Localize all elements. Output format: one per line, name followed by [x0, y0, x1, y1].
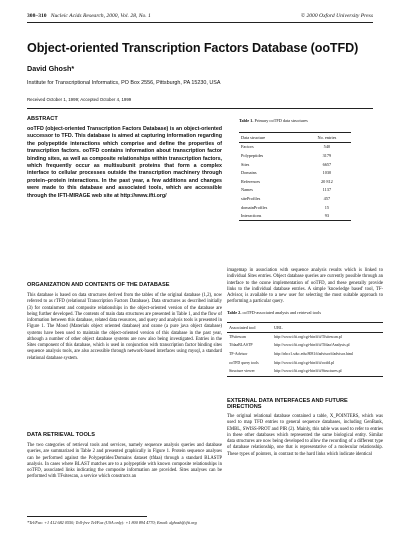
- table1-header-row: [239, 133, 351, 143]
- table-cell: Polypeptides: [241, 152, 264, 158]
- table-cell: 20 812: [320, 178, 333, 184]
- table-row: [227, 341, 383, 350]
- journal-citation: Nucleic Acids Research, 2000, Vol. 28, No. 1: [50, 13, 151, 19]
- table-cell: http://www.ifti.org/cgi-bin/ifti/ootfd.pl: [273, 360, 335, 365]
- right-column-text: imagemap in association with sequence analysis results which is linked to individual Sites entries. Object database queries are currently possible through an interface to the ozone implementation of ooTFD, and these generally provide links to the individual database entries. A simple 'knowledge based' tool, TF-Advisor, is available to a new user for selecting the most suitable approach to performing a particular query.: [227, 268, 383, 305]
- table-cell: 93: [324, 213, 330, 219]
- table-row: [239, 177, 351, 186]
- section-retrieval: [27, 432, 222, 481]
- table2-header-row: [227, 323, 383, 333]
- right-column-continuation: [227, 268, 383, 306]
- table-row: [227, 358, 383, 367]
- table-row: [239, 194, 351, 203]
- table-cell: Names: [241, 187, 253, 193]
- table-cell: Structure viewer: [229, 369, 255, 374]
- table-cell: 1030: [322, 170, 332, 176]
- table-row: [239, 203, 351, 212]
- table-cell: 3179: [322, 152, 332, 158]
- table-cell: TfdaaBLASTP: [229, 343, 253, 348]
- title-rule: [27, 108, 373, 109]
- table-cell: 457: [323, 195, 331, 201]
- table-cell: Sites: [241, 161, 250, 167]
- abstract-heading: ABSTRACT: [27, 116, 58, 122]
- table-row: [239, 168, 351, 177]
- table-cell: TFsitescan: [229, 334, 246, 339]
- page-range: 308–310: [27, 13, 47, 19]
- table-analysis-tools: [227, 322, 383, 377]
- table1-caption-text: Primary ooTFD data structures: [254, 118, 308, 123]
- table-cell: TF-Advisor: [229, 352, 248, 357]
- table-row: [239, 151, 351, 160]
- table1-label: Table 1.: [239, 118, 254, 123]
- table1-column-header: Data structure: [239, 133, 303, 143]
- table-cell: siteProfiles: [241, 195, 261, 201]
- table-row: [239, 186, 351, 195]
- section-heading-external: EXTERNAL DATA INTERFACES AND FUTURE DIRECTIONS: [227, 398, 348, 410]
- section-body-organization: This database is based on data structures derived from the tables of the original database (1,2), now referred to as rTFD (relational Transcription Factors Database). Data structures as described initially (3) for containment and composite relationships in the object-oriented version of the database are being further developed. The contents of main data structures are presented in Table 1, and the flow of information between this database, related data resources, and query and analysis tools is presented in Figure 1. The Mood (Materials object oriented database) and ozone (a pure java object database) systems have been used to maintain the object-oriented version of this database in the past year, although a number of other object database systems are now also being investigated. Entries in the Sites component of this database, which is used in conjunction with transcription factor binding sites sequence analysis tools, are also accessible through network-based interfaces using mysql, a standard relational database system.: [27, 293, 222, 361]
- table-cell: 540: [323, 144, 331, 150]
- author-name: David Ghosh*: [27, 64, 75, 73]
- header-rule: [27, 22, 373, 23]
- table1-column-header: No. entries: [303, 133, 351, 143]
- table-cell: ooTFD query tools: [229, 360, 259, 365]
- table-cell: Interactions: [241, 213, 262, 219]
- section-heading-organization: ORGANIZATION AND CONTENTS OF THE DATABASE: [27, 282, 170, 288]
- table2-label: Table 2.: [227, 310, 242, 315]
- received-dates: Received October 1, 1999; Accepted October 4, 1999: [27, 97, 132, 102]
- table-cell: http://www.ifti.org/cgi-bin/ifti/Tfdaa/Analysis.pl: [273, 343, 350, 348]
- table-row: [227, 332, 383, 341]
- article-title: Object-oriented Transcription Factors Database (ooTFD): [27, 41, 359, 55]
- table-row: [227, 350, 383, 359]
- table-cell: domainProfiles: [241, 204, 268, 210]
- table-row: [239, 142, 351, 151]
- table-cell: Factors: [241, 144, 254, 150]
- section-external: [227, 398, 383, 458]
- table-cell: 6657: [322, 161, 332, 167]
- table-primary-data-structures: [239, 132, 351, 221]
- table-row: [239, 211, 351, 220]
- table-cell: References: [241, 178, 261, 184]
- table-row: [239, 160, 351, 169]
- table2-column-header: URL: [272, 323, 383, 333]
- table2-caption-text: ooTFD-associated analysis and retrieval tools: [242, 310, 322, 315]
- abstract-heading-wrap: [27, 116, 58, 122]
- table1-caption: [239, 118, 308, 123]
- section-body-retrieval: The two categories of retrieval tools and services, namely sequence analysis queries and database queries, are summarized in Table 2 and presented graphically in Figure 1. Protein sequence analyses can be performed against the Polypeptides/Domains dataset (tfdaa) through a standard BLASTP analysis. In cases where BLAST matches are to a polypeptide with known composite relationships in ooTFD, associated links indicating the composite information are provided. Sites analyses can be performed with TFsitescan, a service which constructs an: [27, 443, 222, 480]
- table2-caption: [227, 310, 321, 315]
- section-body-external: The original relational database contained a table, X_POINTERS, which was used to map TFD entries to general sequence databases, including GenBank, EMBL, SWISS-PROT and PIR (2). Mainly, this table was used to refer to entries in these other databases which represented the same biological entity. Similar data structures are now being developed to allow the recording of a different type of database relationship, one that is representative of a molecular relationship. These types of pointers, in contrast to the hard links which indicate identical: [227, 414, 383, 457]
- table-row: [227, 367, 383, 376]
- abstract-text: ooTFD (object-oriented Transcription Factors Database) is an object-oriented successor to TFD. This database is aimed at capturing information regarding the polypeptide interactions which comprise and define the properties of transcription factors. ooTFD contains information about transcription factor binding sites, as well as composite relationships within transcription factors, which frequently occur as multisubunit proteins that form a complex interface to cellular processes outside the transcription machinery through protein–protein interactions. In the past year, a few additions and changes were made to this database and associated tools, which are accessible through the IFTI-MIRAGE web site at http://www.ifti.org/: [27, 126, 222, 199]
- footnote: *Tel/Fax: +1 412 682 0550; Toll-free Tel/Fax (USA only): +1 800 894 4770; Email: dghosh@ifti.org: [27, 520, 197, 525]
- table-cell: 15: [324, 204, 330, 210]
- section-organization: [27, 282, 222, 362]
- table-cell: http://nbcr1.sdsc.edu:8081/tfadvisor/tfadvisor.html: [273, 352, 353, 357]
- table2-column-header: Associated tool: [227, 323, 272, 333]
- copyright-notice: © 2000 Oxford University Press: [300, 13, 373, 19]
- table-cell: 1137: [322, 187, 332, 193]
- section-heading-retrieval: DATA RETRIEVAL TOOLS: [27, 432, 95, 438]
- table-cell: http://www.ifti.org/cgi-bin/ifti/Tfsitescan.pl: [273, 334, 342, 339]
- table-cell: Domains: [241, 170, 257, 176]
- footnote-rule: [27, 516, 147, 517]
- running-header: [27, 13, 373, 19]
- author-affiliation: Institute for Transcriptional Informatics, PO Box 2556, Pittsburgh, PA 15230, USA: [27, 80, 221, 86]
- table-cell: http://www.ifti.org/cgi-bin/ifti/Structures.pl: [273, 369, 342, 374]
